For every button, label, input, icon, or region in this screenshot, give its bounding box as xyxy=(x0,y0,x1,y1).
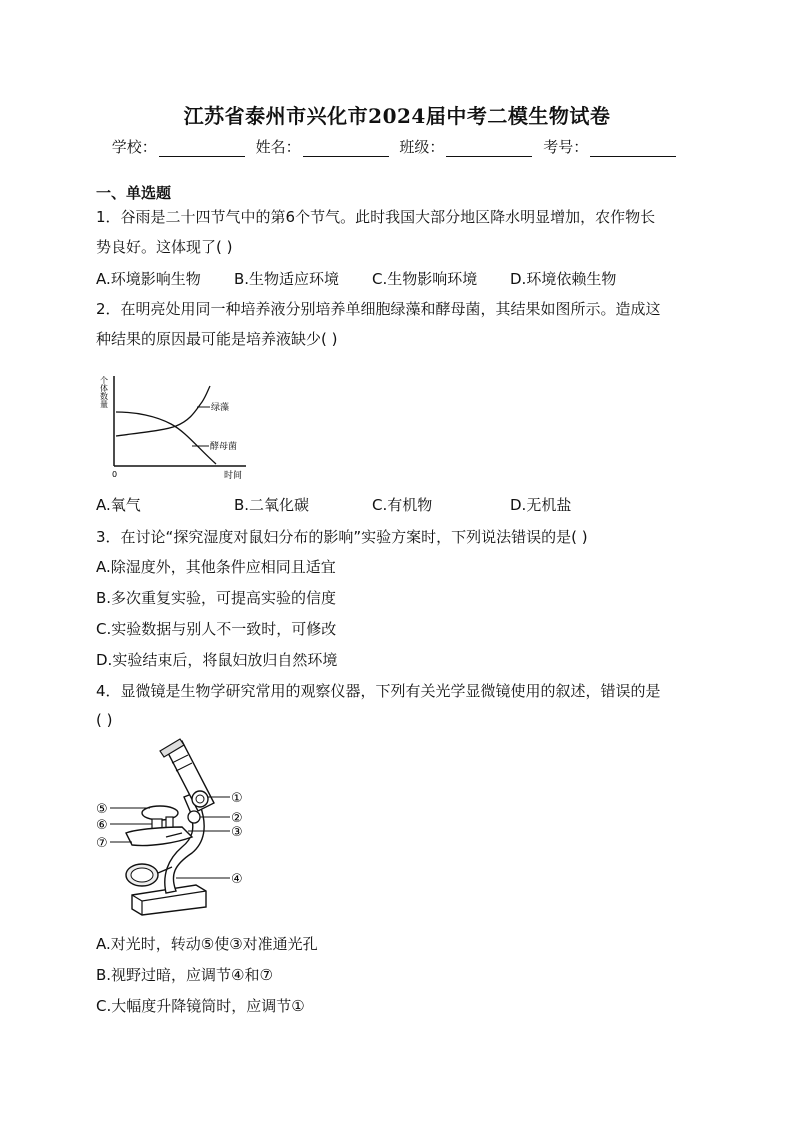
class-label: 班级： xyxy=(399,138,445,156)
population-chart xyxy=(96,370,256,482)
student-info-row xyxy=(0,136,794,157)
chart-ylabel: 个体数量 xyxy=(99,376,109,408)
q3-option-a[interactable]: A.除湿度外，其他条件应相同且适宜 xyxy=(96,558,336,576)
q1-text-line2: 势良好。这体现了( ) xyxy=(96,238,233,256)
q1-text-line1: 1．谷雨是二十四节气中的第6个节气。此时我国大部分地区降水明显增加，农作物长 xyxy=(96,208,656,226)
label-5: ⑤ xyxy=(96,802,108,817)
q2-option-b[interactable]: B.二氧化碳 xyxy=(234,496,310,514)
q3-option-d[interactable]: D.实验结束后，将鼠妇放归自然环境 xyxy=(96,651,338,669)
label-3: ③ xyxy=(231,825,243,840)
q2-text-line2: 种结果的原因最可能是培养液缺少( ) xyxy=(96,330,338,348)
label-2: ② xyxy=(231,811,243,826)
q4-option-c[interactable]: C.大幅度升降镜筒时，应调节① xyxy=(96,997,305,1015)
chart-series-green-algae xyxy=(116,386,210,436)
q1-option-a[interactable]: A.环境影响生物 xyxy=(96,270,201,288)
label-7: ⑦ xyxy=(96,836,108,851)
stage xyxy=(126,827,192,846)
name-label: 姓名： xyxy=(255,138,301,156)
school-blank[interactable] xyxy=(159,142,245,157)
q1-option-b[interactable]: B.生物适应环境 xyxy=(234,270,340,288)
q2-option-c[interactable]: C.有机物 xyxy=(372,496,433,514)
chart-origin: 0 xyxy=(112,470,118,479)
exam-title: 江苏省泰州市兴化市2024届中考二模生物试卷 xyxy=(183,104,611,128)
label-1: ① xyxy=(231,791,243,806)
microscope-diagram xyxy=(96,735,256,923)
q4-option-b[interactable]: B.视野过暗，应调节④和⑦ xyxy=(96,966,273,984)
label-4: ④ xyxy=(231,872,243,887)
q2-text-line1: 2．在明亮处用同一种培养液分别培养单细胞绿藻和酵母菌，其结果如图所示。造成这 xyxy=(96,300,661,318)
chart-series-label-green-algae: 绿藻 xyxy=(211,403,230,413)
exam-number-blank[interactable] xyxy=(590,142,676,157)
class-blank[interactable] xyxy=(446,142,532,157)
fine-focus-knob xyxy=(188,811,200,823)
exam-number-label: 考号： xyxy=(543,138,589,156)
label-6: ⑥ xyxy=(96,818,108,833)
chart-xlabel: 时间 xyxy=(224,471,243,481)
q3-option-c[interactable]: C.实验数据与别人不一致时，可修改 xyxy=(96,620,337,638)
q2-option-a[interactable]: A.氧气 xyxy=(96,496,141,514)
q2-option-d[interactable]: D.无机盐 xyxy=(510,496,572,514)
q3-text-line1: 3．在讨论“探究湿度对鼠妇分布的影响”实验方案时，下列说法错误的是( ) xyxy=(96,528,588,546)
q4-option-a[interactable]: A.对光时，转动⑤使③对准通光孔 xyxy=(96,935,318,953)
chart-series-label-yeast: 酵母菌 xyxy=(210,442,238,452)
q4-text-line1: 4．显微镜是生物学研究常用的观察仪器，下列有关光学显微镜使用的叙述，错误的是 xyxy=(96,682,661,700)
chart-series-yeast xyxy=(116,412,216,464)
q4-text-line2: ( ) xyxy=(96,711,113,729)
section-title: 一、单选题 xyxy=(96,184,172,202)
school-label: 学校： xyxy=(111,138,157,156)
name-blank[interactable] xyxy=(303,142,389,157)
q1-option-d[interactable]: D.环境依赖生物 xyxy=(510,270,617,288)
q1-option-c[interactable]: C.生物影响环境 xyxy=(372,270,478,288)
q3-option-b[interactable]: B.多次重复实验，可提高实验的信度 xyxy=(96,589,337,607)
